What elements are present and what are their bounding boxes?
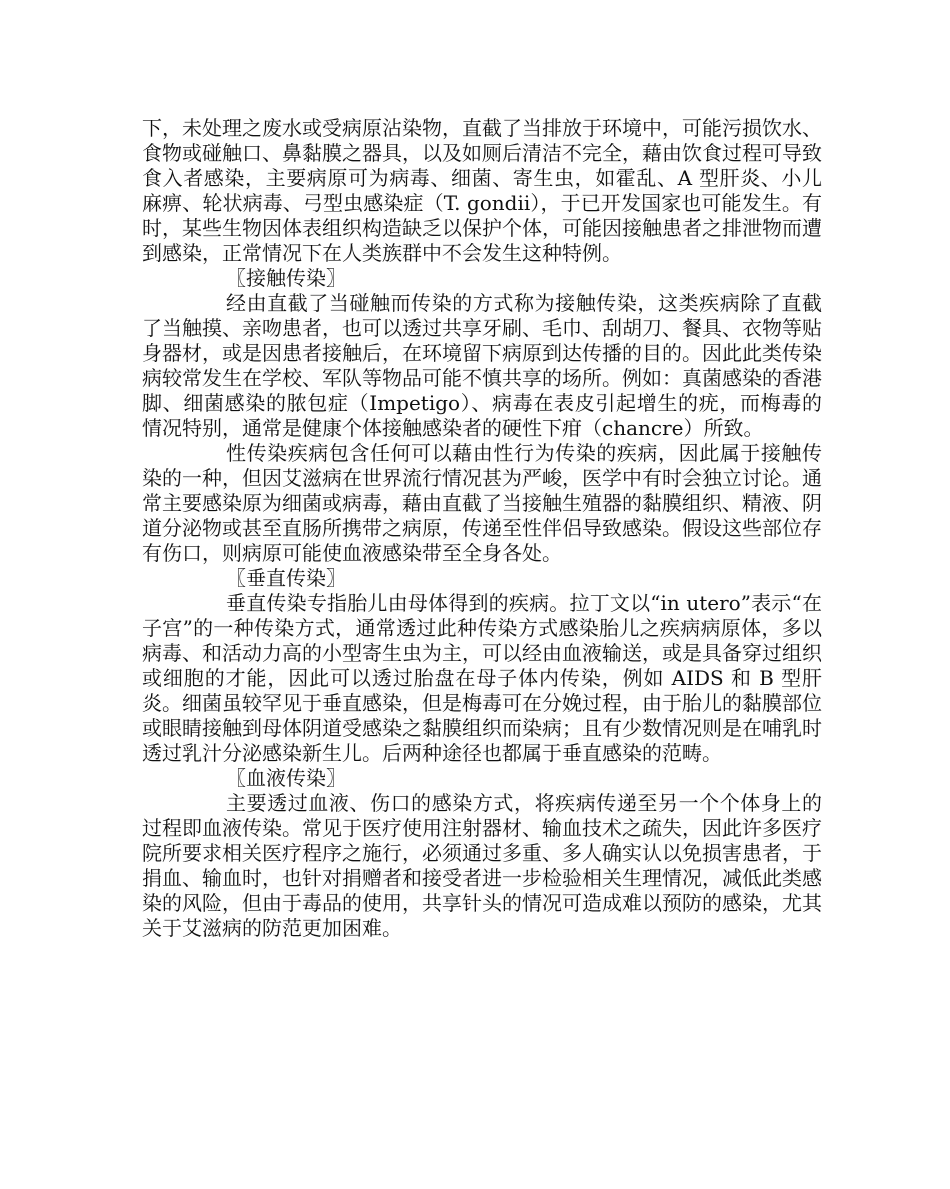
- document-body: [142, 116, 822, 941]
- paragraph-blood-transmission: 主要透过血液、伤口的感染方式，将疾病传递至另一个个体身上的过程即血液传染。常见于医疗使用注射器材、输血技术之疏失，因此许多医疗院所要求相关医疗程序之施行，必须通过多重、多人确实认以免损害患者，于捐血、输血时，也针对捐赠者和接受者进一步检验相关生理情况，减低此类感染的风险，但由于毒品的使用，共享针头的情况可造成难以预防的感染，尤其关于艾滋病的防范更加困难。: [142, 791, 822, 940]
- paragraph-vertical-transmission: 垂直传染专指胎儿由母体得到的疾病。拉丁文以“in utero”表示“在子宫”的一种传染方式，通常透过此种传染方式感染胎儿之疾病病原体，多以病毒、和活动力高的小型寄生虫为主，可以经由血液输送，或是具备穿过组织或细胞的才能，因此可以透过胎盘在母子体内传染，例如 AIDS 和 B 型肝炎。细菌虽较罕见于垂直感染，但是梅毒可在分娩过程，由于胎儿的黏膜部位或眼睛接触到母体阴道受感染之黏膜组织而染病；且有少数情况则是在哺乳时透过乳汁分泌感染新生儿。后两种途径也都属于垂直感染的范畴。: [142, 591, 822, 765]
- section-heading-contact: 〖接触传染〗: [226, 266, 346, 290]
- paragraph-fecal-oral-continued: 下，未处理之废水或受病原沾染物，直截了当排放于环境中，可能污损饮水、食物或碰触口、鼻黏膜之器具，以及如厕后清洁不完全，藉由饮食过程可导致食入者感染，主要病原可为病毒、细菌、寄生虫，如霍乱、A 型肝炎、小儿麻痹、轮状病毒、弓型虫感染症（T. gondii），于已开发国家也可能发生。有时，某些生物因体表组织构造缺乏以保护个体，可能因接触患者之排泄物而遭到感染，正常情况下在人类族群中不会发生这种特例。: [142, 116, 822, 265]
- paragraph-sexual-transmission: 性传染疾病包含任何可以藉由性行为传染的疾病，因此属于接触传染的一种，但因艾滋病在世界流行情况甚为严峻，医学中有时会独立讨论。通常主要感染原为细菌或病毒，藉由直截了当接触生殖器的黏膜组织、精液、阴道分泌物或甚至直肠所携带之病原，传递至性伴侣导致感染。假设这些部位存有伤口，则病原可能使血液感染带至全身各处。: [142, 441, 822, 565]
- paragraph-contact-transmission: 经由直截了当碰触而传染的方式称为接触传染，这类疾病除了直截了当触摸、亲吻患者，也可以透过共享牙刷、毛巾、刮胡刀、餐具、衣物等贴身器材，或是因患者接触后，在环境留下病原到达传播的目的。因此此类传染病较常发生在学校、军队等物品可能不慎共享的场所。例如：真菌感染的香港脚、细菌感染的脓包症（Impetigo）、病毒在表皮引起增生的疣，而梅毒的情况特别，通常是健康个体接触感染者的硬性下疳（chancre）所致。: [142, 291, 822, 440]
- section-heading-vertical: 〖垂直传染〗: [226, 566, 346, 590]
- section-heading-blood: 〖血液传染〗: [226, 766, 346, 790]
